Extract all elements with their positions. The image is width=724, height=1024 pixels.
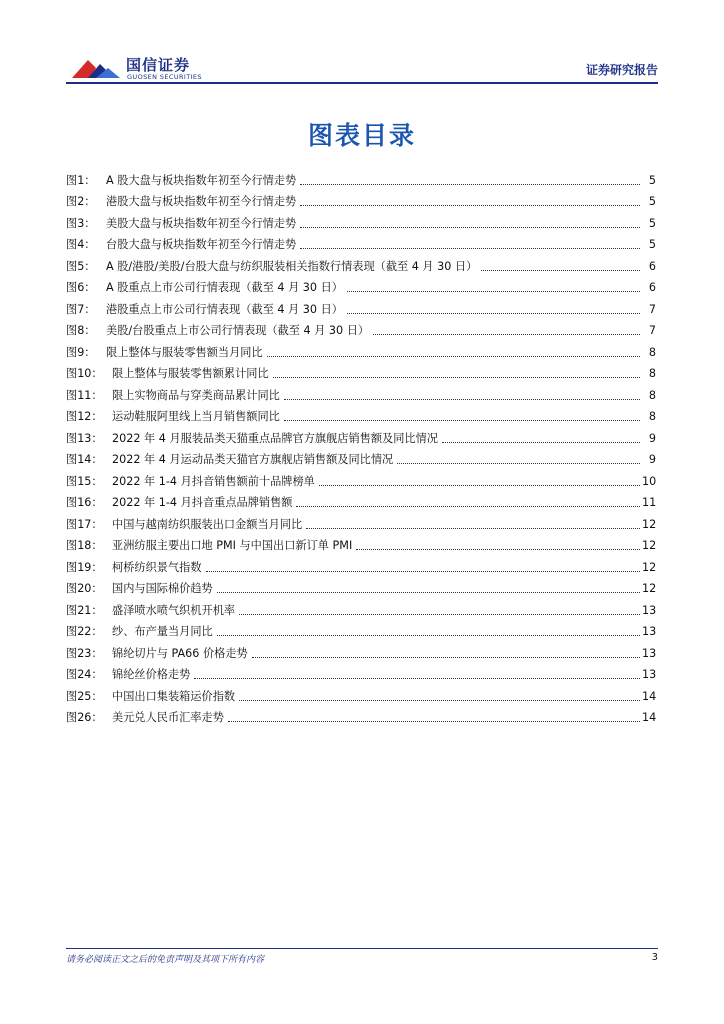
toc-entry[interactable] [66,209,656,231]
toc-figure-number: 图13： [66,431,103,445]
toc-entry[interactable] [66,489,656,511]
toc-leader-dots [319,485,640,486]
toc-figure-title: 美股/台股重点上市公司行情表现（截至 4 月 30 日） [106,324,370,337]
toc-page-number: 9 [648,431,656,445]
table-of-figures [66,166,656,725]
toc-figure-number: 图24： [66,668,103,681]
toc-figure-number: 图14： [66,453,103,466]
report-type-label: 证券研究报告 [585,63,658,77]
toc-entry[interactable] [66,467,656,489]
toc-entry[interactable] [66,231,656,253]
toc-page-number: 5 [648,173,656,187]
toc-figure-number: 图20： [66,582,103,595]
toc-page-number: 5 [648,216,656,230]
toc-figure-number: 图22： [66,625,103,638]
toc-page-number: 6 [648,281,656,294]
toc-figure-title: 柯桥纺织景气指数 [112,560,202,574]
toc-figure-title: 限上实物商品与穿类商品累计同比 [112,388,280,402]
toc-figure-title: 限上整体与服装零售额当月同比 [106,345,263,359]
toc-figure-number: 图12： [66,410,103,423]
toc-leader-dots [284,399,640,400]
toc-entry[interactable] [66,338,656,360]
toc-leader-dots [300,184,640,185]
toc-figure-number: 图1： [66,173,96,187]
toc-entry[interactable] [66,295,656,317]
toc-leader-dots [356,549,640,550]
toc-page-number: 14 [642,689,657,703]
toc-entry[interactable] [66,188,656,210]
toc-figure-number: 图11： [66,388,103,402]
logo-text-en: GUOSEN SECURITIES [127,73,202,81]
toc-figure-number: 图7： [66,302,96,316]
toc-figure-title: 限上整体与服装零售额累计同比 [112,367,269,380]
toc-entry[interactable] [66,166,656,188]
toc-page-number: 12 [642,517,657,531]
toc-figure-title: 纱、布产量当月同比 [112,625,213,638]
toc-page-number: 10 [642,474,657,488]
toc-figure-number: 图15： [66,474,103,488]
toc-leader-dots [228,721,640,722]
toc-leader-dots [239,700,640,701]
footer-disclaimer: 请务必阅读正文之后的免责声明及其项下所有内容 [66,955,265,965]
toc-entry[interactable] [66,704,656,726]
page-header [0,0,724,92]
toc-figure-title: 中国与越南纺织服装出口金额当月同比 [112,517,303,531]
toc-leader-dots [397,463,640,464]
toc-page-number: 13 [642,625,657,638]
toc-figure-number: 图21： [66,603,103,617]
toc-entry[interactable] [66,510,656,532]
toc-entry[interactable] [66,252,656,274]
toc-figure-number: 图10： [66,367,103,380]
logo-text-cn: 国信证券 [126,56,191,74]
guosen-logo-icon [70,54,122,82]
toc-entry[interactable] [66,424,656,446]
toc-page-number: 7 [648,302,656,316]
toc-entry[interactable] [66,317,656,339]
toc-page-number: 12 [642,539,657,552]
toc-leader-dots [306,528,640,529]
toc-figure-title: 亚洲纺服主要出口地 PMI 与中国出口新订单 PMI [112,539,353,552]
toc-figure-number: 图17： [66,517,103,531]
toc-leader-dots [300,248,640,249]
toc-page-number: 6 [648,259,656,273]
toc-page-number: 13 [642,603,657,617]
toc-entry[interactable] [66,618,656,640]
toc-entry[interactable] [66,403,656,425]
toc-figure-number: 图19： [66,560,103,574]
toc-entry[interactable] [66,446,656,468]
toc-page-number: 8 [648,410,656,423]
toc-figure-title: 2022 年 1-4 月抖音重点品牌销售额 [112,496,293,509]
toc-figure-title: A 股重点上市公司行情表现（截至 4 月 30 日） [106,281,343,294]
toc-leader-dots [284,420,640,421]
toc-leader-dots [206,571,640,572]
toc-entry[interactable] [66,661,656,683]
toc-figure-title: 港股大盘与板块指数年初至今行情走势 [106,195,297,208]
toc-figure-title: 锦纶丝价格走势 [112,668,191,681]
toc-page-number: 11 [642,496,657,509]
toc-page-number: 8 [648,367,656,380]
toc-page-number: 9 [648,453,656,466]
toc-page-number: 13 [642,668,657,681]
toc-leader-dots [194,678,640,679]
toc-entry[interactable] [66,274,656,296]
toc-figure-number: 图25： [66,689,103,703]
toc-figure-title: 国内与国际棉价趋势 [112,582,213,595]
toc-page-number: 5 [648,238,656,251]
toc-figure-number: 图16： [66,496,103,509]
header-divider [66,82,658,84]
toc-page-number: 8 [648,345,656,359]
toc-leader-dots [300,227,640,228]
toc-leader-dots [347,291,640,292]
toc-figure-title: 港股重点上市公司行情表现（截至 4 月 30 日） [106,302,343,316]
toc-figure-number: 图6： [66,281,96,294]
toc-leader-dots [373,334,640,335]
toc-figure-title: 美股大盘与板块指数年初至今行情走势 [106,216,297,230]
toc-leader-dots [217,592,640,593]
toc-leader-dots [296,506,640,507]
toc-leader-dots [273,377,640,378]
toc-figure-number: 图26： [66,711,103,724]
toc-figure-number: 图23： [66,646,103,660]
toc-leader-dots [442,442,640,443]
toc-figure-number: 图18： [66,539,103,552]
toc-page-number: 5 [648,195,656,208]
toc-figure-title: 2022 年 1-4 月抖音销售额前十品牌榜单 [112,474,315,488]
toc-figure-number: 图8： [66,324,96,337]
toc-figure-title: 台股大盘与板块指数年初至今行情走势 [106,238,297,251]
toc-page-number: 14 [642,711,657,724]
toc-figure-title: A 股/港股/美股/台股大盘与纺织服装相关指数行情表现（截至 4 月 30 日） [106,259,478,273]
toc-entry[interactable] [66,532,656,554]
toc-entry[interactable] [66,553,656,575]
toc-page-number: 7 [648,324,656,337]
toc-leader-dots [481,270,640,271]
toc-figure-number: 图5： [66,259,96,273]
toc-figure-title: 运动鞋服阿里线上当月销售额同比 [112,410,280,423]
toc-figure-title: 美元兑人民币汇率走势 [112,711,224,724]
toc-figure-number: 图4： [66,238,96,251]
toc-page-number: 13 [642,646,657,660]
footer-divider [66,948,658,949]
guosen-logo [70,50,210,86]
toc-figure-title: 锦纶切片与 PA66 价格走势 [112,646,248,660]
toc-entry[interactable] [66,360,656,382]
toc-figure-title: 2022 年 4 月服装品类天猫重点品牌官方旗舰店销售额及同比情况 [112,431,438,445]
toc-leader-dots [239,614,640,615]
toc-leader-dots [267,356,640,357]
toc-figure-number: 图2： [66,195,96,208]
toc-figure-title: 2022 年 4 月运动品类天猫官方旗舰店销售额及同比情况 [112,453,394,466]
toc-page-number: 8 [648,388,656,402]
toc-entry[interactable] [66,639,656,661]
toc-page-number: 12 [642,582,657,595]
toc-entry[interactable] [66,596,656,618]
footer-page-number: 3 [651,952,658,963]
toc-figure-title: A 股大盘与板块指数年初至今行情走势 [106,173,297,187]
toc-entry[interactable] [66,381,656,403]
toc-leader-dots [300,205,640,206]
toc-leader-dots [252,657,640,658]
toc-leader-dots [347,313,640,314]
page-title: 图表目录 [307,121,416,150]
toc-figure-title: 盛泽喷水喷气织机开机率 [112,603,236,617]
toc-figure-number: 图9： [66,345,96,359]
toc-figure-number: 图3： [66,216,96,230]
toc-figure-title: 中国出口集装箱运价指数 [112,689,236,703]
toc-entry[interactable] [66,682,656,704]
toc-entry[interactable] [66,575,656,597]
toc-leader-dots [217,635,640,636]
toc-page-number: 12 [642,560,657,574]
